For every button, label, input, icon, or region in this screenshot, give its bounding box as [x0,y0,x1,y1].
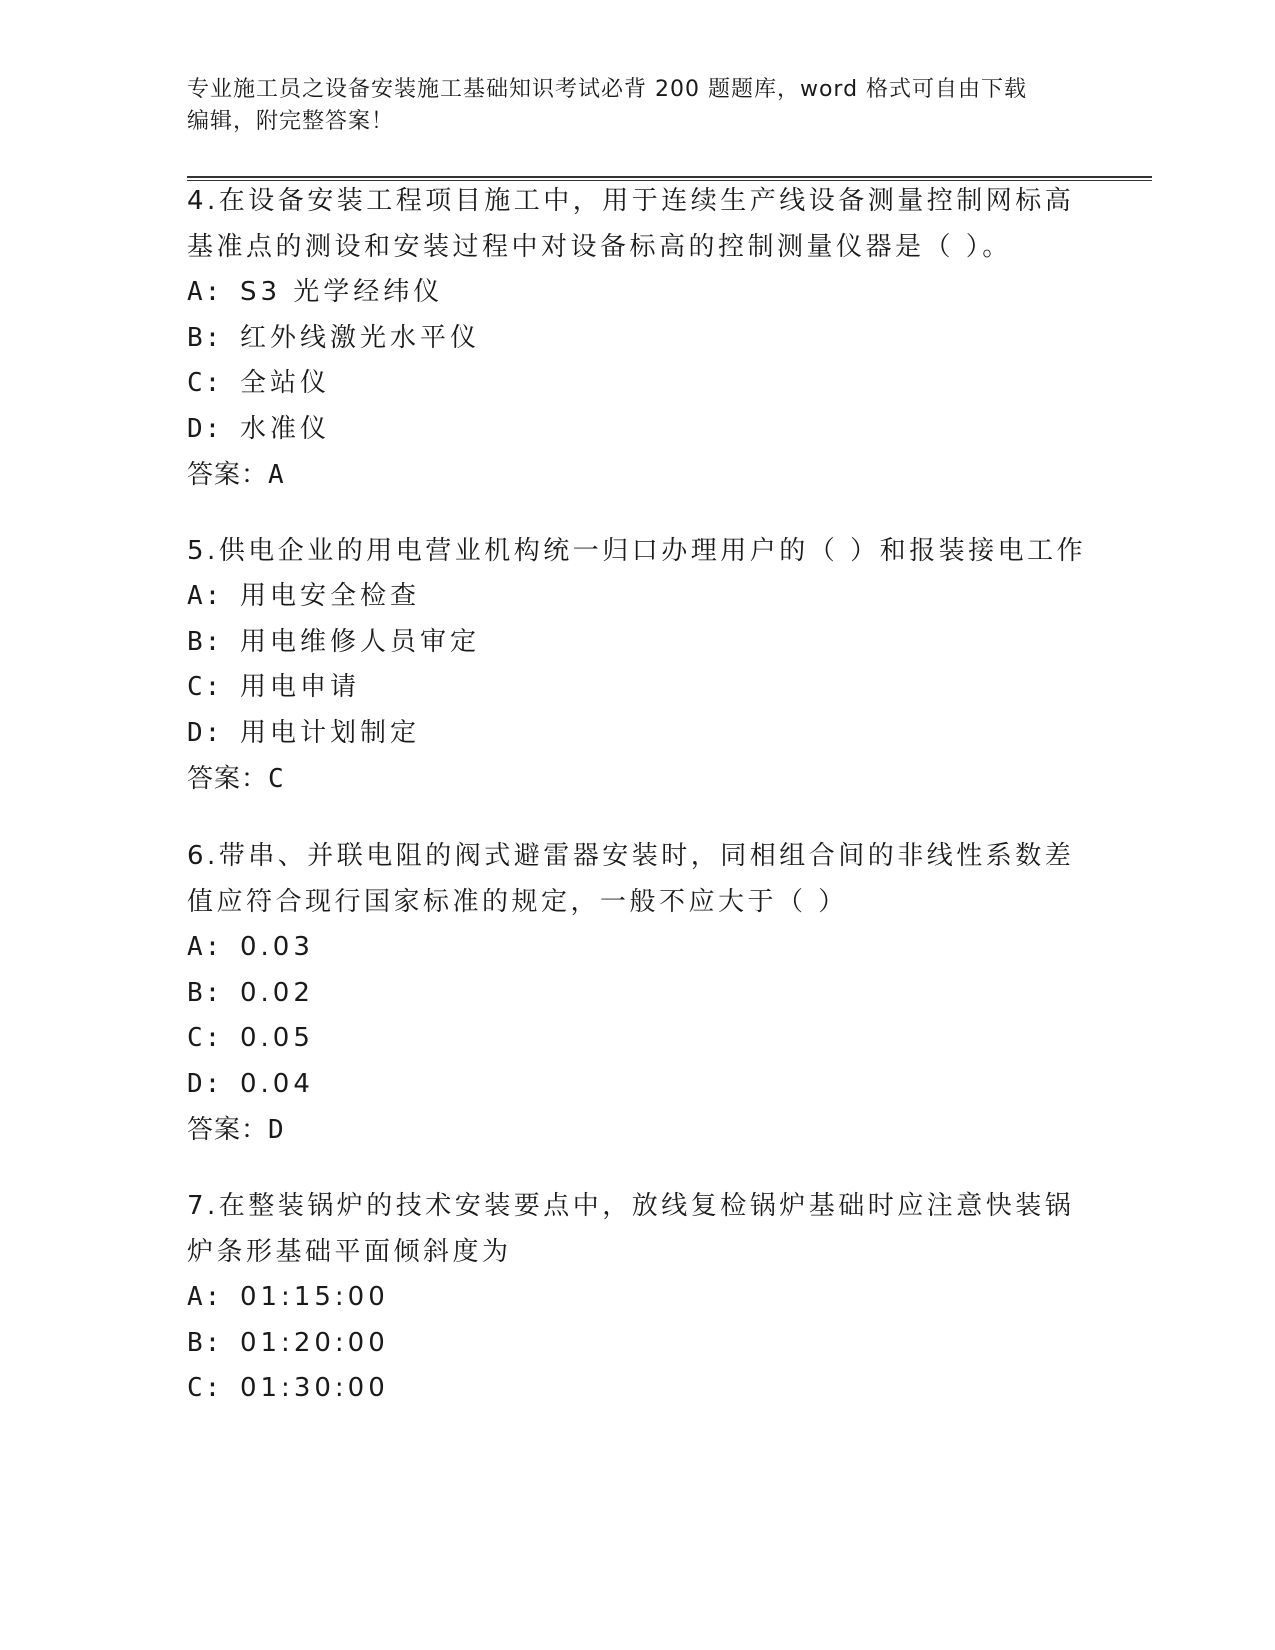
header-title-line-1: 专业施工员之设备安装施工基础知识考试必背 200 题题库，word 格式可自由下载 [187,77,1028,102]
option-text: 0.05 [239,1023,314,1053]
option-text: S3 光学经纬仪 [239,277,444,307]
option-text: 水准仪 [239,413,330,444]
question-stem-line: 4.在设备安装工程项目施工中，用于连续生产线设备测量控制网标高 [187,186,1075,216]
question-stem-line: 基准点的测设和安装过程中对设备标高的控制测量仪器是（ ）。 [187,232,1012,262]
option-label: B: [187,626,223,657]
answer-label: 答案： [187,1115,269,1145]
option-label: D: [187,1068,223,1099]
option-b [187,1321,1067,1367]
header-title-line-2: 编辑，附完整答案！ [187,109,395,134]
answer-value: D [268,1115,285,1145]
question-stem-line: 5.供电企业的用电营业机构统一归口办理用户的（ ）和报装接电工作 [187,536,1087,566]
answer-line [187,1107,1067,1153]
option-label: A: [187,277,223,307]
option-b [187,971,1067,1017]
option-c [187,1016,1067,1062]
option-label: C: [187,672,223,702]
option-text: 红外线激光水平仪 [239,322,480,353]
question-4 [187,178,1075,498]
option-a [187,270,1067,316]
answer-line [187,756,1067,802]
option-text: 0.02 [239,977,314,1008]
question-stem-line: 值应符合现行国家标准的规定，一般不应大于（ ） [187,887,848,917]
answer-label: 答案： [187,460,269,490]
option-label: A: [187,581,223,611]
option-a [187,1275,1067,1321]
question-6 [187,833,1075,1153]
option-a [187,925,1067,971]
option-label: B: [187,322,223,353]
option-text: 用电安全检查 [239,581,420,611]
option-label: D: [187,413,223,444]
option-text: 用电计划制定 [239,717,420,748]
option-text: 用电维修人员审定 [239,626,480,657]
answer-value: A [268,460,285,490]
option-text: 0.03 [239,932,314,962]
question-stem-line: 炉条形基础平面倾斜度为 [187,1237,512,1267]
answer-value: C [268,764,285,794]
question-5 [187,528,1087,802]
option-text: 01:15:00 [239,1282,389,1312]
option-d [187,1062,1067,1108]
option-d [187,711,1067,757]
option-label: D: [187,717,223,748]
option-label: C: [187,1023,223,1053]
question-stem-line: 7.在整装锅炉的技术安装要点中，放线复检锅炉基础时应注意快装锅 [187,1191,1075,1221]
option-label: C: [187,368,223,398]
option-a [187,574,1067,620]
option-text: 全站仪 [239,368,330,398]
option-label: A: [187,932,223,962]
answer-label: 答案： [187,764,269,794]
question-7 [187,1183,1075,1412]
question-stem-line: 6.带串、并联电阻的阀式避雷器安装时，同相组合间的非线性系数差 [187,841,1075,871]
option-text: 用电申请 [239,672,360,702]
option-b [187,620,1067,666]
document-header [187,74,1087,138]
option-label: A: [187,1282,223,1312]
option-c [187,665,1067,711]
option-b [187,316,1067,362]
answer-line [187,452,1067,498]
option-text: 0.04 [239,1068,314,1099]
option-label: C: [187,1373,223,1403]
option-c [187,1366,1067,1412]
option-text: 01:20:00 [239,1327,389,1358]
option-label: B: [187,1327,223,1358]
option-c [187,361,1067,407]
option-d [187,407,1067,453]
option-label: B: [187,977,223,1008]
option-text: 01:30:00 [239,1373,389,1403]
